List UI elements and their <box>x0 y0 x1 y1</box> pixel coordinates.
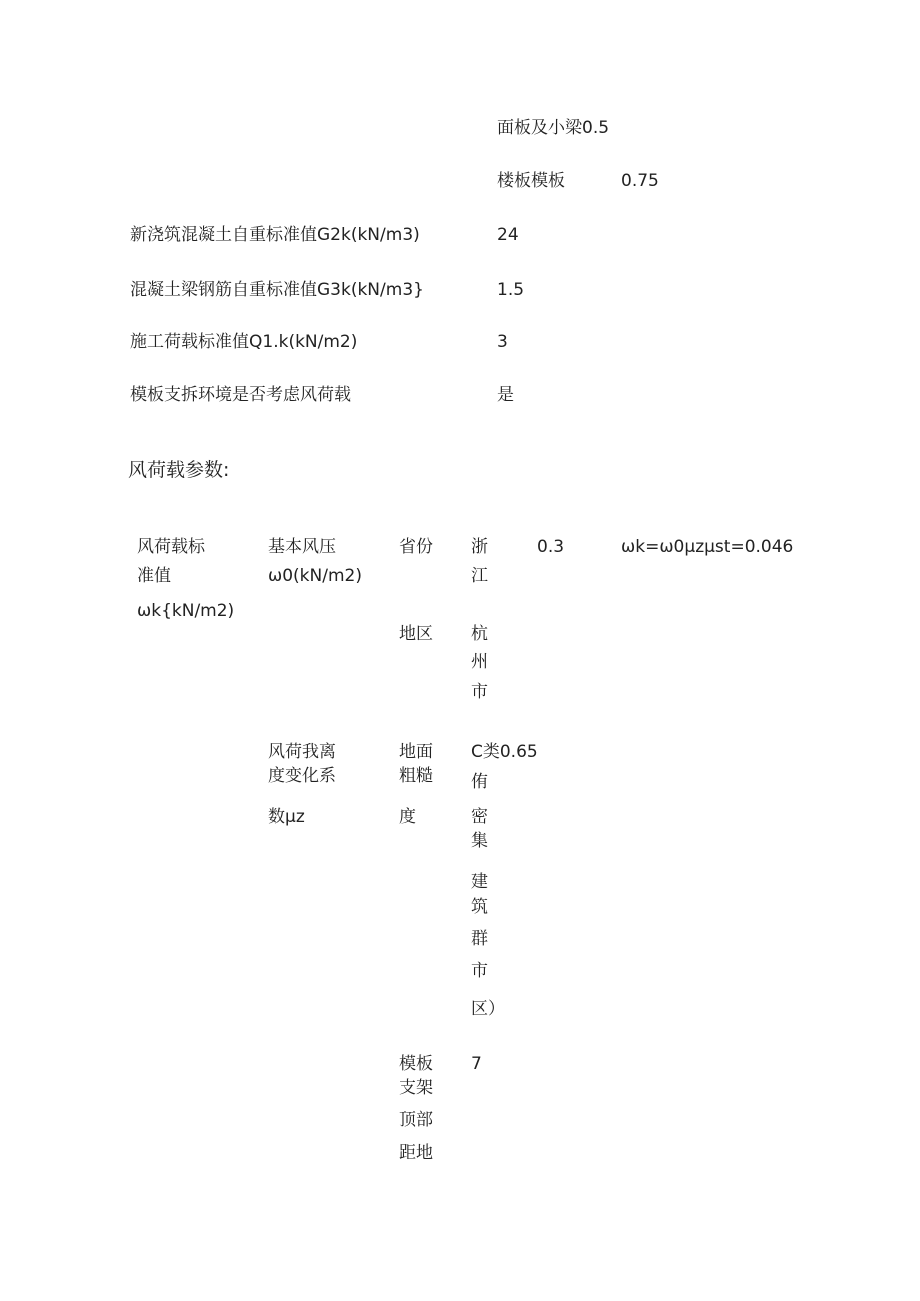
basic-pressure-label-line2: ω0(kN∕m2) <box>268 566 362 586</box>
support-height-label-line2: 支架 <box>399 1078 433 1098</box>
param-value-construction-load: 3 <box>497 332 508 352</box>
param-value-rebar-weight: 1.5 <box>497 280 525 300</box>
param-value-wind-consideration: 是 <box>497 385 514 405</box>
wind-formula: ωk=ω0μzμst=0.046 <box>621 537 794 557</box>
floor-formwork-value: 0.75 <box>621 171 659 191</box>
region-value-line3: 市 <box>471 682 488 702</box>
support-height-label-line3: 顶部 <box>399 1110 433 1130</box>
param-label-rebar-weight: 混凝土梁钢筋自重标准值G3k(kN∕m3} <box>130 280 424 300</box>
province-value-line2: 江 <box>471 566 488 586</box>
height-coeff-label-line2: 度变化系 <box>268 766 336 786</box>
roughness-value-line1: 侑 <box>471 772 488 792</box>
province-label: 省份 <box>399 537 433 557</box>
height-coeff-label-line1: 风荷我离 <box>268 742 336 762</box>
basic-pressure-value: 0.3 <box>537 537 565 557</box>
roughness-value-first: C类0.65 <box>471 742 538 762</box>
roughness-label-line3: 度 <box>399 807 416 827</box>
param-value-concrete-weight: 24 <box>497 225 519 245</box>
roughness-label-line1: 地面 <box>399 742 433 762</box>
wind-standard-label-line2: 准值 <box>137 566 171 586</box>
region-value-line1: 杭 <box>471 624 488 644</box>
roughness-value-line4: 建 <box>471 872 488 892</box>
wind-section-heading: 风荷载参数: <box>128 459 230 481</box>
support-height-label-line1: 模板 <box>399 1054 433 1074</box>
basic-pressure-label-line1: 基本风压 <box>268 537 336 557</box>
roughness-value-line3: 集 <box>471 831 488 851</box>
param-label-concrete-weight: 新浇筑混凝土自重标准值G2k(kN∕m3) <box>130 225 420 245</box>
support-height-label-line4: 距地 <box>399 1143 433 1163</box>
roughness-value-line7: 市 <box>471 961 488 981</box>
support-height-value: 7 <box>471 1054 482 1074</box>
region-value-line2: 州 <box>471 652 488 672</box>
wind-standard-label-line1: 风荷载标 <box>137 537 205 557</box>
roughness-label-line2: 粗糙 <box>399 766 433 786</box>
roughness-value-line8: 区） <box>471 999 505 1019</box>
wind-standard-label-line3: ωk{kN∕m2) <box>137 601 235 621</box>
height-coeff-label-line3: 数μz <box>268 807 305 827</box>
roughness-value-line6: 群 <box>471 929 488 949</box>
panel-beam-label: 面板及小梁0.5 <box>497 118 610 138</box>
param-label-construction-load: 施工荷载标准值Q1.k(kN∕m2) <box>130 332 358 352</box>
region-label: 地区 <box>399 624 433 644</box>
roughness-value-line2: 密 <box>471 807 488 827</box>
floor-formwork-label: 楼板模板 <box>497 171 565 191</box>
province-value-line1: 浙 <box>471 537 488 557</box>
roughness-value-line5: 筑 <box>471 897 488 917</box>
param-label-wind-consideration: 模板支拆环境是否考虑风荷载 <box>130 385 351 405</box>
